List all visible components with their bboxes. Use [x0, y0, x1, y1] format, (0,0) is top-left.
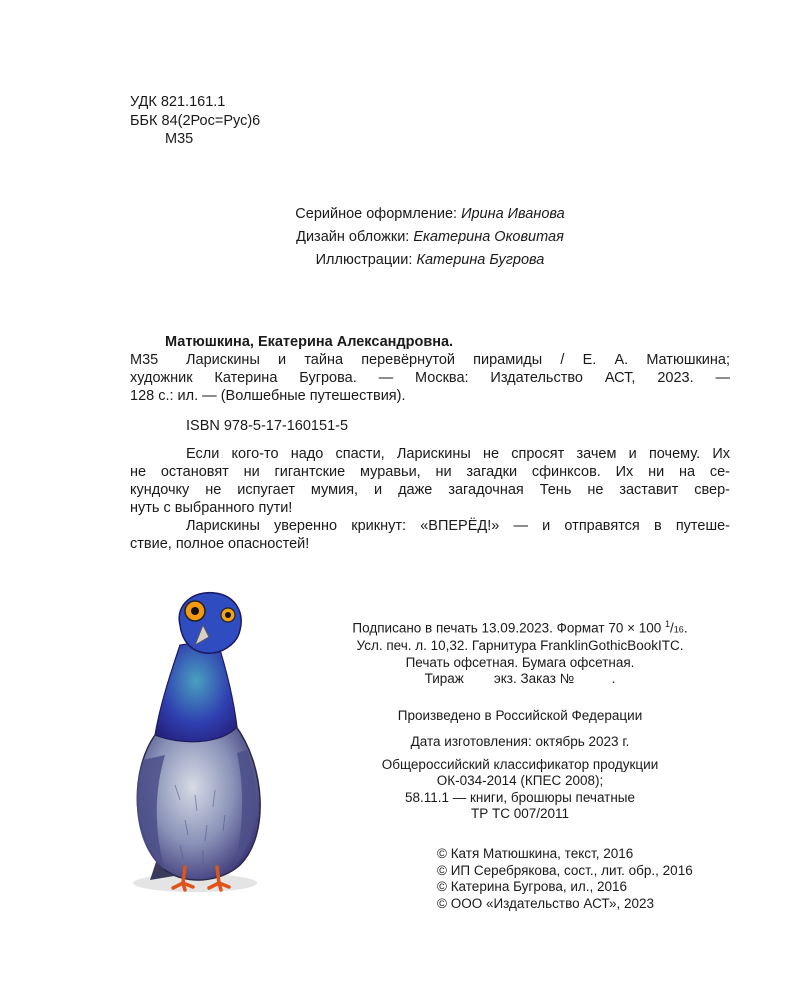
credit-role: Дизайн обложки:: [296, 229, 410, 245]
annotation: [130, 445, 730, 553]
credit-role: Иллюстрации:: [315, 252, 413, 268]
credit-name: Екатерина Оковитая: [413, 229, 564, 245]
author-heading: Матюшкина, Екатерина Александровна.: [165, 334, 454, 350]
udk-code: УДК 821.161.1: [130, 94, 226, 110]
okp-line: 58.11.1 — книги, брошюры печатные: [404, 789, 636, 805]
imprint-line: Печать офсетная. Бумага офсетная.: [405, 654, 635, 670]
imprint-line: Тираж экз. Заказ № .: [424, 671, 616, 686]
copyright-block: [437, 846, 693, 912]
frac-num: 1: [665, 619, 671, 629]
annotation-line: Если кого-то надо спасти, Ларискины не спросят зачем и почему. Их: [186, 446, 730, 462]
biblio-line: художник Катерина Бугрова. — Москва: Издательство АСТ, 2023. —: [130, 370, 730, 386]
okp-line: ОК-034-2014 (КПЕС 2008);: [436, 773, 604, 788]
copyright-line: © Катя Матюшкина, текст, 2016: [437, 846, 634, 861]
pigeon-illustration: [125, 585, 285, 900]
credit-series-design: [0, 203, 800, 226]
isbn: ISBN 978-5-17-160151-5: [186, 418, 349, 434]
frac-end: .: [683, 620, 688, 636]
format-100: 100: [634, 620, 666, 636]
copyright-line: © ИП Серебрякова, сост., лит. обр., 2016: [437, 862, 693, 878]
imprint-block: [300, 616, 740, 823]
copyright-line: © ООО «Издательство АСТ», 2023: [437, 895, 655, 911]
pigeon-icon: [125, 585, 285, 900]
biblio-line: Ларискины и тайна перевёрнутой пирамиды / Е. А. Матюшкина;: [186, 352, 730, 368]
credit-cover-design: [0, 226, 800, 249]
imprint-line: Усл. печ. л. 10,32. Гарнитура FranklinGothicBookITC.: [356, 638, 684, 653]
annotation-line: не остановят ни гигантские муравьи, ни загадки сфинксов. Их ни на се-: [130, 464, 730, 480]
frac-sep: /: [670, 620, 674, 636]
tr-ts: ТР ТС 007/2011: [470, 806, 570, 821]
made-in: Произведено в Российской Федерации: [397, 707, 643, 723]
credit-name: Катерина Бугрова: [416, 252, 545, 268]
biblio-code: М35: [130, 352, 159, 368]
frac-den: 16: [673, 624, 684, 635]
annotation-line: Ларискины уверенно крикнут: «ВПЕРЁД!» — и отправятся в путеше-: [186, 518, 730, 534]
classification-block: [130, 93, 260, 149]
copyright-line: © Катерина Бугрова, ил., 2016: [437, 879, 628, 894]
credits-block: [0, 203, 800, 272]
signed-text: Подписано в печать 13.09.2023. Формат 70: [352, 620, 628, 636]
biblio-row: [130, 351, 730, 369]
credit-name: Ирина Иванова: [461, 206, 565, 222]
annotation-line: нуть с выбранного пути!: [130, 500, 293, 516]
credit-role: Серийное оформление:: [295, 206, 458, 222]
credit-illustrations: [0, 249, 800, 272]
biblio-line: 128 с.: ил. — (Волшебные путешествия).: [130, 388, 406, 404]
author-sign: М35: [165, 131, 194, 147]
format-times: ×: [627, 620, 635, 636]
production-date: Дата изготовления: октябрь 2023 г.: [410, 734, 630, 749]
bibliographic-record: [130, 333, 730, 553]
annotation-line: ствие, полное опасностей!: [130, 536, 310, 552]
annotation-line: кундочку не испугает мумия, и даже загадочная Тень не заставит свер-: [130, 482, 730, 498]
bbk-code: ББК 84(2Рос=Рус)6: [130, 112, 261, 129]
imprint-signed: [300, 616, 740, 638]
okp-line: Общероссийский классификатор продукции: [381, 756, 659, 772]
biblio-text: [186, 351, 730, 369]
